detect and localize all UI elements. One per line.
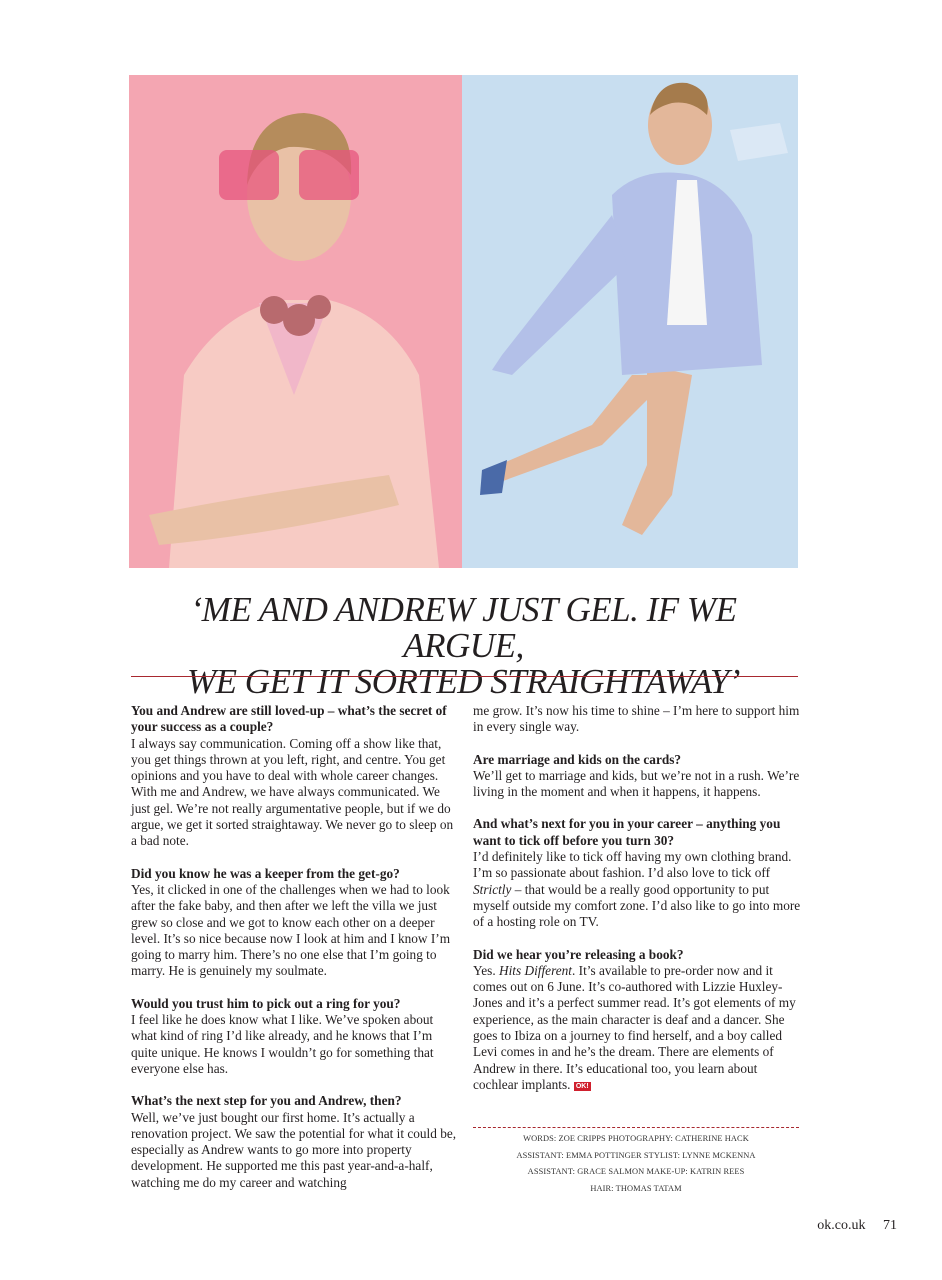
show-title: Strictly bbox=[473, 881, 512, 897]
pull-quote-line1: ‘ME AND ANDREW JUST GEL. IF WE ARGUE, bbox=[190, 590, 737, 665]
photo-pink-blazer bbox=[129, 75, 462, 568]
qa-block bbox=[131, 703, 459, 850]
book-title: Hits Different bbox=[499, 962, 573, 978]
pull-quote-line2: WE GET IT SORTED STRAIGHTAWAY’ bbox=[187, 662, 740, 701]
photo-spread bbox=[129, 75, 798, 568]
qa-block bbox=[131, 866, 459, 980]
answer: me grow. It’s now his time to shine – I’m here to support him in every single way. bbox=[473, 703, 800, 735]
question: You and Andrew are still loved-up – what’s the secret of your success as a couple? bbox=[131, 703, 447, 735]
divider-rule bbox=[131, 676, 798, 677]
question: Did you know he was a keeper from the get-go? bbox=[131, 865, 400, 881]
answer: Yes, it clicked in one of the challenges when we had to look after the fake baby, and then after we left the villa we just grew so close and we got to know each other on a deeper level. It’s so nice because now I look at him and I know I’m going to marry him. There’s no one else that I’m going to marry. He is genuinely my soulmate. bbox=[131, 881, 451, 979]
qa-block bbox=[473, 816, 803, 930]
question: What’s the next step for you and Andrew, then? bbox=[131, 1093, 402, 1109]
question: Would you trust him to pick out a ring for you? bbox=[131, 995, 401, 1011]
qa-block bbox=[131, 996, 459, 1077]
answer: Well, we’ve just bought our first home. It’s actually a renovation project. We saw the potential for what it could be, especially as Andrew wants to go more into property development. He supported me this past year-and-a-half, watching me do my career and watching bbox=[131, 1109, 457, 1190]
question: And what’s next for you in your career – anything you want to tick off before you turn 30? bbox=[473, 816, 781, 848]
credit-line: ASSISTANT: EMMA POTTINGER STYLIST: LYNNE MCKENNA bbox=[516, 1150, 756, 1160]
credit-line: HAIR: THOMAS TATAM bbox=[590, 1183, 682, 1193]
page-footer bbox=[817, 1218, 897, 1234]
credit-line: ASSISTANT: GRACE SALMON MAKE-UP: KATRIN REES bbox=[527, 1167, 745, 1176]
answer-rest: . It’s available to pre-order now and it comes out on 6 June. It’s co-authored with Lizzie Huxley-Jones and it’s a perfect summer read. It’s got elements of my experience, as the main character is deaf and a dancer. She goes to Ibiza on a journey to find herself, and a boy called Levi comes in and he’s the dream. There are elements of Andrew in there. It’s educational too, you learn about cochlear implants. bbox=[473, 962, 796, 1092]
credit-line: WORDS: ZOE CRIPPS PHOTOGRAPHY: CATHERINE HACK bbox=[523, 1134, 749, 1143]
pull-quote bbox=[129, 592, 798, 700]
answer-continuation bbox=[473, 703, 803, 736]
question: Did we hear you’re releasing a book? bbox=[473, 946, 684, 962]
photo-credits bbox=[473, 1131, 799, 1197]
credits-divider bbox=[473, 1127, 799, 1128]
answer: I’d definitely like to tick off having my own clothing brand. I’m so passionate about fashion. I’d also love to tick off Strictly – that would be a really good opportunity to put myself outside my comfort zone. I’d also like to go into more of a hosting role on TV. bbox=[473, 849, 801, 930]
answer: I feel like he does know what I like. We’ve spoken about what kind of ring I’d like already, and he knows that I’m quite unique. He knows I wouldn’t go for something that everyone else has. bbox=[131, 1012, 434, 1076]
answer bbox=[473, 963, 803, 1093]
column-left bbox=[131, 703, 459, 1207]
qa-block bbox=[473, 752, 803, 801]
ok-logo-icon: OK! bbox=[575, 1082, 589, 1090]
answer: We’ll get to marriage and kids, but we’re not in a rush. We’re living in the moment and when it happens, it happens. bbox=[473, 767, 800, 800]
photo-blue-suit bbox=[462, 75, 798, 568]
site-url: ok.co.uk bbox=[817, 1218, 866, 1233]
qa-block bbox=[131, 1093, 459, 1191]
answer-start: Yes. bbox=[473, 962, 499, 978]
answer: I always say communication. Coming off a show like that, you get things thrown at you left, right, and centre. You get opinions and you have to deal with whole career changes. With me and Andrew, we have always communicated. We just gel. We’re not really argumentative people, but if we do argue, we get it sorted straightaway. We never go to sleep on a bad note. bbox=[131, 735, 454, 849]
column-right bbox=[473, 703, 803, 1109]
question: Are marriage and kids on the cards? bbox=[473, 751, 682, 767]
qa-block-book bbox=[473, 947, 803, 1094]
page-number: 71 bbox=[883, 1218, 897, 1233]
